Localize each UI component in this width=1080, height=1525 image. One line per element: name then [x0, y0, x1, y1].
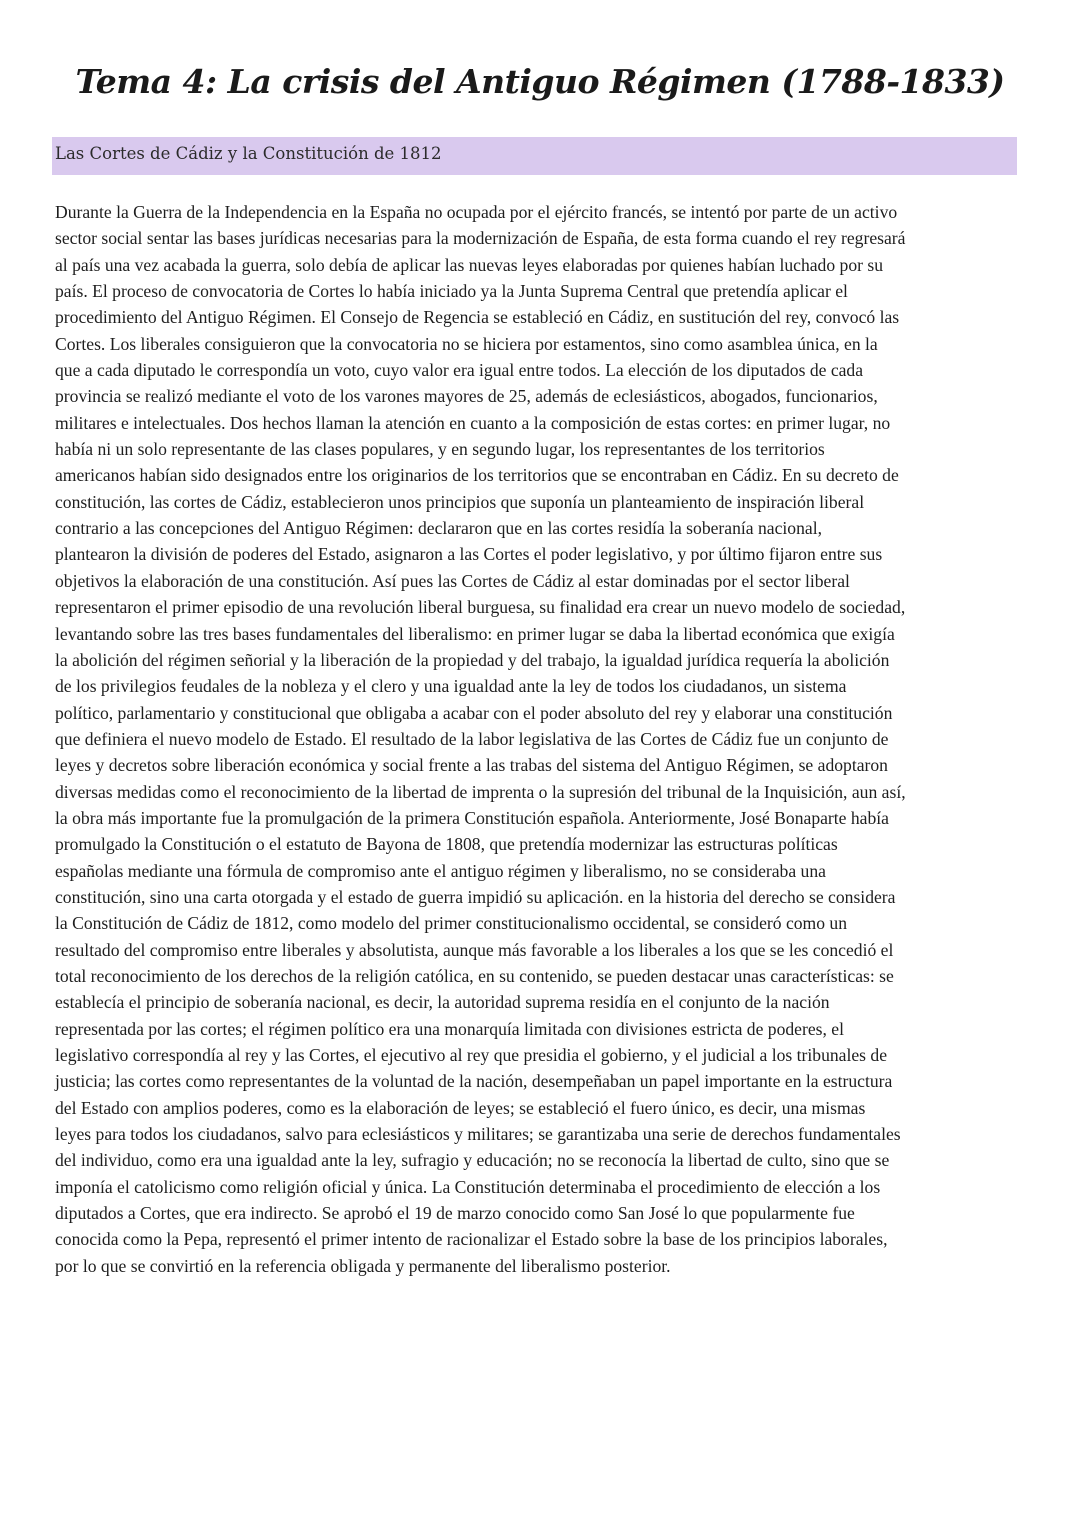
paragraph-line: constitución, las cortes de Cádiz, establecieron unos principios que suponía un planteamiento de inspiración liberal [55, 491, 865, 512]
paragraph-line: la Constitución de Cádiz de 1812, como modelo del primer constitucionalismo occidental, se consideró como un [55, 913, 848, 934]
paragraph-line: Durante la Guerra de la Independencia en la España no ocupada por el ejército francés, se intentó por parte de un activo [55, 202, 898, 222]
section-heading: Las Cortes de Cádiz y la Constitución de 1812 [55, 144, 442, 163]
paragraph-line: que definiera el nuevo modelo de Estado. El resultado de la labor legislativa de las Cortes de Cádiz fue un conjunto de [55, 728, 889, 749]
paragraph-line: diversas medidas como el reconocimiento de la libertad de imprenta o la supresión del tribunal de la Inquisición, aun así, [55, 781, 906, 802]
paragraph-line: imponía el catolicismo como religión oficial y única. La Constitución determinaba el procedimiento de elección a los [55, 1176, 881, 1197]
paragraph-line: político, parlamentario y constitucional que obligaba a acabar con el poder absoluto del rey y elaborar una constitución [55, 702, 893, 723]
paragraph-line: constitución, sino una carta otorgada y el estado de guerra impidió su aplicación. en la historia del derecho se considera [55, 886, 896, 907]
body-paragraph [55, 199, 1025, 1279]
paragraph-line: leyes y decretos sobre liberación económica y social frente a las trabas del sistema del Antiguo Régimen, se adoptaron [55, 755, 888, 776]
paragraph-line: conocida como la Pepa, representó el primer intento de racionalizar el Estado sobre la base de los principios laborales, [55, 1229, 888, 1250]
section-heading-band [52, 137, 1017, 175]
paragraph-line: Cortes. Los liberales consiguieron que la convocatoria no se hiciera por estamentos, sino como asamblea única, en la [55, 333, 878, 354]
paragraph-line: provincia se realizó mediante el voto de los varones mayores de 25, además de eclesiásticos, abogados, funcionarios, [55, 386, 878, 407]
paragraph-line: de los privilegios feudales de la nobleza y el clero y una igualdad ante la ley de todos los ciudadanos, un sistema [55, 676, 847, 697]
paragraph-line: leyes para todos los ciudadanos, salvo para eclesiásticos y militares; se garantizaba una serie de derechos fundamentales [55, 1124, 901, 1145]
paragraph-line: sector social sentar las bases jurídicas necesarias para la modernización de España, de esta forma cuando el rey regresará [55, 228, 906, 249]
paragraph-line: militares e intelectuales. Dos hechos llaman la atención en cuanto a la composición de estas cortes: en primer lugar, no [55, 412, 891, 433]
page-title: Tema 4: La crisis del Antiguo Régimen (1788-1833) [75, 62, 1005, 101]
paragraph-line: levantando sobre las tres bases fundamentales del liberalismo: en primer lugar se daba la libertad económica que exigía [55, 623, 895, 644]
paragraph-line: por lo que se convirtió en la referencia obligada y permanente del liberalismo posterior. [55, 1255, 671, 1276]
paragraph-line: justicia; las cortes como representantes de la voluntad de la nación, desempeñaban un papel importante en la estructura [55, 1071, 893, 1092]
paragraph-line: país. El proceso de convocatoria de Cortes lo había iniciado ya la Junta Suprema Central que pretendía aplicar el [55, 281, 848, 302]
paragraph-line: que a cada diputado le correspondía un voto, cuyo valor era igual entre todos. La elección de los diputados de cada [55, 360, 864, 381]
paragraph-line: total reconocimiento de los derechos de la religión católica, en su contenido, se pueden destacar unas características: se [55, 965, 894, 986]
paragraph-line: la obra más importante fue la promulgación de la primera Constitución española. Anteriormente, José Bonaparte había [55, 807, 889, 828]
paragraph-line: americanos habían sido designados entre los originarios de los territorios que se encontraban en Cádiz. En su decreto de [55, 465, 899, 486]
paragraph-line: contrario a las concepciones del Antiguo Régimen: declararon que en las cortes residía la soberanía nacional, [55, 518, 822, 539]
paragraph-line: promulgado la Constitución o el estatuto de Bayona de 1808, que pretendía modernizar las estructuras políticas [55, 834, 838, 855]
paragraph-line: del individuo, como era una igualdad ante la ley, sufragio y educación; no se reconocía la libertad de culto, sino que se [55, 1150, 890, 1171]
paragraph-line: establecía el principio de soberanía nacional, es decir, la autoridad suprema residía en el conjunto de la nación [55, 992, 830, 1013]
paragraph-line: resultado del compromiso entre liberales y absolutista, aunque más favorable a los liberales a los que se les concedió el [55, 939, 894, 960]
paragraph-line: procedimiento del Antiguo Régimen. El Consejo de Regencia se estableció en Cádiz, en sustitución del rey, convocó las [55, 307, 900, 328]
paragraph-line: del Estado con amplios poderes, como es la elaboración de leyes; se estableció el fuero único, es decir, una mismas [55, 1097, 866, 1118]
paragraph-line: legislativo correspondía al rey y las Cortes, el ejecutivo al rey que presidia el gobierno, y el judicial a los tribunales de [55, 1045, 888, 1065]
paragraph-line: objetivos la elaboración de una constitución. Así pues las Cortes de Cádiz al estar dominadas por el sector liberal [55, 570, 850, 591]
paragraph-line: al país una vez acabada la guerra, solo debía de aplicar las nuevas leyes elaboradas por quienes habían luchado por su [55, 254, 884, 275]
paragraph-line: plantearon la división de poderes del Estado, asignaron a las Cortes el poder legislativo, y por último fijaron entre sus [55, 544, 883, 565]
paragraph-line: representaron el primer episodio de una revolución liberal burguesa, su finalidad era crear un nuevo modelo de sociedad, [55, 597, 906, 618]
paragraph-line: diputados a Cortes, que era indirecto. Se aprobó el 19 de marzo conocido como San José lo que popularmente fue [55, 1203, 855, 1224]
paragraph-line: la abolición del régimen señorial y la liberación de la propiedad y del trabajo, la igualdad jurídica requería la abolición [55, 649, 890, 670]
paragraph-line: representada por las cortes; el régimen político era una monarquía limitada con divisiones estricta de poderes, el [55, 1018, 844, 1039]
paragraph-line: españolas mediante una fórmula de compromiso ante el antiguo régimen y liberalismo, no se consideraba una [55, 860, 826, 881]
paragraph-line: había ni un solo representante de las clases populares, y en segundo lugar, los representantes de los territorios [55, 439, 825, 460]
